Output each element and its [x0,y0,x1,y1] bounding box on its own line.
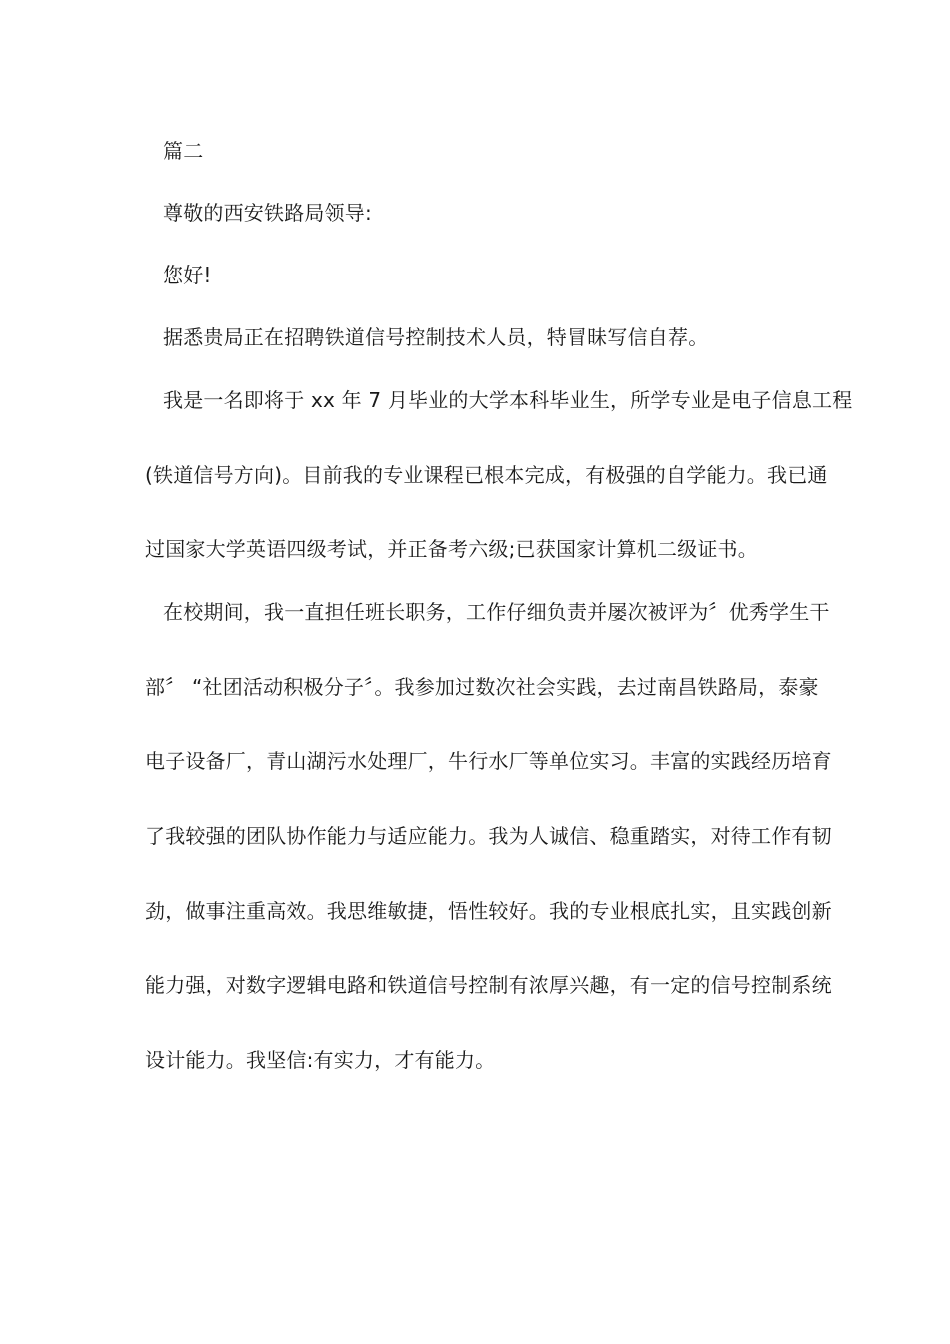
paragraph-line: 设计能力。我坚信:有实力，才有能力。 [145,1048,496,1072]
paragraph-line: 能力强，对数字逻辑电路和铁道信号控制有浓厚兴趣，有一定的信号控制系统 [145,973,832,997]
paragraph-line: (铁道信号方向)。目前我的专业课程已根本完成，有极强的自学能力。我已通 [145,463,828,487]
paragraph-line: 在校期间，我一直担任班长职务，工作仔细负责并屡次被评为〞优秀学生干 [163,600,830,624]
paragraph-line: 了我较强的团队协作能力与适应能力。我为人诚信、稳重踏实，对待工作有韧 [145,824,832,848]
paragraph-line: 部〞 “社团活动积极分子〞。我参加过数次社会实践，去过南昌铁路局，泰豪 [145,675,819,699]
greeting: 您好! [163,263,212,287]
paragraph-line: 据悉贵局正在招聘铁道信号控制技术人员，特冒昧写信自荐。 [163,325,709,349]
salutation: 尊敬的西安铁路局领导: [163,201,372,225]
paragraph-line: 电子设备厂，青山湖污水处理厂，牛行水厂等单位实习。丰富的实践经历培育 [145,749,832,773]
document-heading: 篇二 [163,139,204,163]
paragraph-line: 过国家大学英语四级考试，并正备考六级;已获国家计算机二级证书。 [145,537,758,561]
paragraph-line: 劲，做事注重高效。我思维敏捷，悟性较好。我的专业根底扎实，且实践创新 [145,899,832,923]
paragraph-line: 我是一名即将于 xx 年 7 月毕业的大学本科毕业生，所学专业是电子信息工程 [163,388,853,412]
